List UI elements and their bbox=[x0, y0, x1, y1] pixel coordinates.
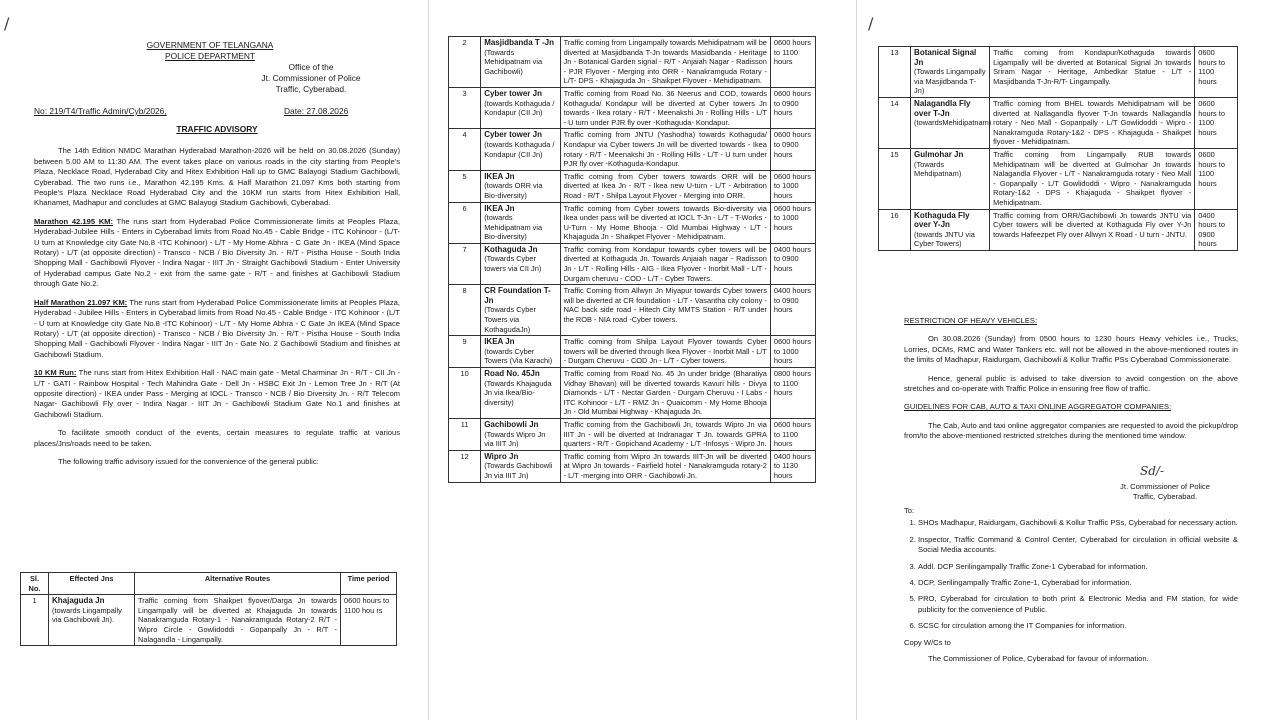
row-time: 0400 hours to 0900 hours bbox=[770, 285, 815, 336]
intro-paragraph: The 14th Edition NMDC Marathan Hyderabad Marathon-2026 will be held on 30.08.2026 (Sunday) between 5.00 AM to 11:30 AM. The event takes place on various roads in the city starting from People's Plaza, Necklace Road, Hyderabad City and Hitex Exhibition Hall up to GMC Balayogi Stadium Gachibowli, Cyberabad. The two runs i.e., Marathon 42.195 Kms. & Half Marathon 21.097 Kms both starting from People's Plaza Necklace Road Hyderabad City and the 10KM run starts from Hitex Exhibition Hall, Khanamet, Madhapur and concludes at GMC Balayogi Stadium Gachibowli, Cyberabad. bbox=[34, 146, 400, 208]
row-route: Traffic coming from Road No. 45 Jn under bridge (Bharatiya Vidhay Bhavan) will be diverted towards Kavuri hills - Divya Diamonds - L/T - Nectar Garden - Durgam Cheruvu - I Labs - ITC Kohinoor - L/T - RMZ Jn - Quaicomm - My Home Bhooja Jn - Old Mumbai Highway - Khajaguda Jn. bbox=[560, 368, 770, 419]
letterhead bbox=[90, 40, 330, 62]
row-time: 0600 hours to 0900 hours bbox=[770, 87, 815, 128]
junction-name: IKEA Jn bbox=[484, 203, 515, 213]
table-row bbox=[879, 209, 1238, 250]
10k-section bbox=[34, 368, 400, 420]
signature-block bbox=[1100, 482, 1230, 502]
row-time: 0600 hours to 1000 hours bbox=[770, 336, 815, 368]
row-time: 0600 hours to 1000 hours bbox=[770, 202, 815, 243]
corner-mark: / bbox=[4, 14, 10, 33]
col-header-jn: Effected Jns bbox=[49, 573, 135, 595]
junction-direction: (Towards Mehidipatnam via Gachibowli) bbox=[484, 47, 543, 76]
advisory-intro: The following traffic advisory issued for the convenience of the general public: bbox=[58, 456, 319, 466]
junction-direction: (towards ORR via Bio-diversity) bbox=[484, 181, 543, 200]
row-time: 0600 hours to 1100 hou rs bbox=[341, 595, 397, 646]
row-route: Traffic coming from Cyber towers towards ORR will be diverted at Ikea Jn - R/T - Ikea new U-turn - L/T - Arbitration Road - R/T - Shilpa Layout Flyover - Merging into ORR. bbox=[560, 170, 770, 202]
row-junction bbox=[481, 37, 560, 88]
copy-to: The Commissioner of Police, Cyberabad for favour of information. bbox=[928, 654, 1149, 664]
col-header-sl: Sl. No. bbox=[21, 573, 49, 595]
row-time: 0400 hours to 0900 hours bbox=[1195, 209, 1238, 250]
row-junction bbox=[481, 87, 560, 128]
row-sl: 5 bbox=[449, 170, 481, 202]
to-list-item: 6. SCSC for circulation among the IT Companies for information. bbox=[918, 621, 1238, 631]
row-time: 0400 hours to 1130 hours bbox=[770, 450, 815, 482]
office-line: Office of the bbox=[288, 62, 334, 72]
junction-direction: (Towards Lingampally via Masjidbanda T-Jn) bbox=[914, 67, 986, 96]
dept-title: POLICE DEPARTMENT bbox=[165, 51, 255, 61]
table-row bbox=[449, 450, 816, 482]
to-list-item: 4. DCP, Serilingampally Traffic Zone-1, Cyberabad for information. bbox=[918, 578, 1238, 588]
advisory-table-page2 bbox=[448, 36, 816, 483]
row-junction bbox=[481, 336, 560, 368]
to-list-item: 3. Addl. DCP Serilingampally Traffic Zone-1 Cyberabad for information. bbox=[918, 562, 1238, 572]
row-sl: 1 bbox=[21, 595, 49, 646]
junction-direction: (Towards Khajaguda Jn via Ikea/Bio-diversity) bbox=[484, 378, 552, 407]
row-sl: 11 bbox=[449, 418, 481, 450]
junction-direction: (Towards Cyber Towers via KothagudaJn) bbox=[484, 305, 536, 334]
advisory-table-page1 bbox=[20, 572, 397, 646]
corner-mark: / bbox=[868, 14, 874, 33]
junction-name: Gachibowli Jn bbox=[484, 419, 539, 429]
table-row bbox=[879, 97, 1238, 148]
junction-direction: (towards Mehidipatnam via Bio-diversity) bbox=[484, 213, 543, 242]
row-junction bbox=[911, 148, 990, 209]
to-list-item: 2. Inspector, Traffic Command & Control Center, Cyberabad for circulation in official website & Social Media accounts. bbox=[918, 535, 1238, 556]
row-junction bbox=[481, 243, 560, 284]
section-text: The runs start from Hyderabad Police Commissionerate limits at Peoples Plaza, Hyderabad-Jubilee Hills - Enters in Cyberabad limits from Road No.45 - Cable Bridge - ITC Kohinoor - (L/T- U turn at Knowledge city Gate No.8 -ITC Kohinoor) - L/T - My Home Abhra - C Gate Jn - IKEA (Mind Space Rotary) - L/T (at opposite direction) - Transco - NCB / Bio Diversity Jn. - R/T - Pistha House - South India Shopping Mall - Gachibowli Flyover - Indira Nagar - IIIT Jn - Straight Gachibowli Stadium - Enter University of Hyderabad campus Gate No.2 - exit from the same gate - R/T - and finishes at Gachibowli Stadium through Gate No.2. bbox=[34, 216, 400, 289]
row-sl: 14 bbox=[879, 97, 911, 148]
signature: Sd/- bbox=[1140, 464, 1164, 478]
row-sl: 8 bbox=[449, 285, 481, 336]
row-junction bbox=[481, 418, 560, 450]
page-divider bbox=[428, 0, 429, 720]
row-time: 0600 hours to 1100 hours bbox=[770, 37, 815, 88]
to-list-item: 1. SHOs Madhapur, Raidurgam, Gachibowli & Kollur Traffic PSs, Cyberabad for necessary action. bbox=[918, 518, 1238, 528]
row-time: 0800 hours to 1100 hours bbox=[770, 368, 815, 419]
junction-name: Khajaguda Jn bbox=[52, 596, 105, 606]
row-junction bbox=[481, 368, 560, 419]
marathon-section bbox=[34, 217, 400, 290]
junction-name: Gulmohar Jn bbox=[914, 149, 964, 159]
section-heading: 10 KM Run: bbox=[34, 368, 77, 378]
junction-name: IKEA Jn bbox=[484, 337, 515, 347]
junction-name: Road No. 45Jn bbox=[484, 369, 540, 378]
row-sl: 16 bbox=[879, 209, 911, 250]
row-junction bbox=[49, 595, 135, 646]
table-row bbox=[449, 418, 816, 450]
row-time: 0600 hours to 1100 hours bbox=[1195, 148, 1238, 209]
row-route: Traffic coming from the Gachibowli Jn, towards Wipro Jn via IIIT Jn - will be diverted at Indranagar T Jn. towards GPRA quarters - R/T - Gopichand Academy - L/T -Infosys - Wipro Jn. bbox=[560, 418, 770, 450]
heavy-vehicles-section bbox=[904, 316, 1238, 442]
junction-direction: (towards Lingampally via Gachibowli Jn). bbox=[52, 605, 122, 625]
row-time: 0600 hours to 1100 hours bbox=[770, 418, 815, 450]
section-text: The runs start from Hitex Exhibition Hall - NAC main gate - Metal Charminar Jn - R/T - CII Jn - L/T - GATI - Rainbow Hospital - Tech Mahindra Gate - Dell Jn - HSBC Exit Jn - Lemon Tree Jn - R/T (At opposite direction) - IKEA under Pass - Merging at IOCL - Transco - NCB / Bio Diversity Jn. - R/T Telecom Nagar- Gachibowli Fly over - Indira Nagar - IIIT Jn - Gachibowli Stadium Gate No.1 and finishes at Gachibowli Stadium. bbox=[34, 368, 400, 419]
row-route: Traffic coming from ORR/Gachibowli Jn towards JNTU via Cyber towers will be diverted at Kothaguda Fly over Y-Jn towards Hafeezpet Fly over Allwyn X Road - U turn - JNTU. bbox=[990, 209, 1195, 250]
row-time: 0600 hours to 0900 hours bbox=[770, 129, 815, 170]
row-route: Traffic coming from Kondapur towards cyber towers will be diverted at Kothaguda Jn. Towards Anjaiah nagar - Radisson Jn - L/T - Rolling Hills - AIG - Ikea Flyover - Inorbit Mall - L/T - Durgam cheruvu - COD - L/T - Cyber Towers. bbox=[560, 243, 770, 284]
to-list-item: 5. PRO, Cyberabad for circulation to both print & Electronic Media and FM station, for wide publicity for the convenience of Public. bbox=[918, 594, 1238, 615]
table-row bbox=[449, 129, 816, 170]
row-route: Traffic coming from Wipro Jn towards IIIT-Jn will be diverted at Wipro Jn towards - Fairfield hotel - Nanakramguda rotary-2 - L/T -merging into ORR - Gachibowli Jn. bbox=[560, 450, 770, 482]
row-route: Traffic coming from Shaikpet flyover/Darga Jn towards Lingampally will be diverted at Khajaguda Jn towards Nanakramguda Rotary-1 - Nanakramguda Rotary-2 R/T - Wipro Circle - Gowlidoddi - Gopanpally Jn - R/T - Nalagandla - Lingampally. bbox=[135, 595, 341, 646]
table-header-row bbox=[21, 573, 397, 595]
table-row bbox=[449, 37, 816, 88]
table-row bbox=[449, 336, 816, 368]
to-list bbox=[904, 518, 1238, 631]
advisory-table-page3 bbox=[878, 46, 1238, 251]
junction-name: Masjidbanda T -Jn bbox=[484, 38, 554, 47]
half-marathon-section bbox=[34, 298, 400, 360]
junction-name: Nalagandla Fly over T-Jn bbox=[914, 98, 971, 118]
junction-direction: (Towards Wipro Jn via IIIT Jn) bbox=[484, 429, 546, 449]
junction-name: Wipro Jn bbox=[484, 451, 519, 461]
row-sl: 15 bbox=[879, 148, 911, 209]
row-route: Traffic coming from JNTU (Yashodha) towards Kothaguda/ Kondapur via Cyber towers Jn will be diverted towards - Ikea rotary - R/T - Meenakshi Jn - Rolling Hills - L/T - U turn under PJR fly over -Kothaguda-Kondapur. bbox=[560, 129, 770, 170]
junction-direction: (towardsMehidipatnam) bbox=[914, 118, 992, 128]
table-row bbox=[21, 595, 397, 646]
junction-name: IKEA Jn bbox=[484, 171, 515, 181]
guidelines-text: The Cab, Auto and taxi online aggregator companies are requested to avoid the pickup/drop from/to the above-mentioned restricted stretches during the mentioned time window. bbox=[904, 420, 1238, 441]
junction-direction: (Towards Mehdipatnam) bbox=[914, 159, 962, 179]
guidelines-heading: GUIDELINES FOR CAB, AUTO & TAXI ONLINE AGGREGATOR COMPANIES: bbox=[904, 402, 1172, 412]
row-time: 0400 hours to 0900 hours bbox=[770, 243, 815, 284]
junction-name: Botanical Signal Jn bbox=[914, 48, 977, 67]
row-time: 0600 hours to 1000 hours bbox=[770, 170, 815, 202]
signature-line: Jt. Commissioner of Police bbox=[1120, 482, 1210, 491]
row-route: Traffic coming from Shilpa Layout Flyover towards Cyber towers will be diverted through Ikea Flyover - Inorbit Mall - L/T - Durgam Cheruvu - COD Jn - L/T - Cyber towers. bbox=[560, 336, 770, 368]
section-heading: Half Marathon 21.097 KM: bbox=[34, 297, 128, 307]
table-row bbox=[449, 243, 816, 284]
row-sl: 13 bbox=[879, 47, 911, 98]
col-header-time: Time period bbox=[341, 573, 397, 595]
heavy-vehicles-heading: RESTRICTION OF HEAVY VEHICLES: bbox=[904, 316, 1038, 325]
table-row bbox=[879, 47, 1238, 98]
table-row bbox=[449, 87, 816, 128]
junction-direction: (towards Cyber Towers (Via Karachi) bbox=[484, 346, 553, 366]
row-sl: 6 bbox=[449, 202, 481, 243]
row-time: 0600 hours to 1100 hours bbox=[1195, 97, 1238, 148]
reference-number: No: 219/T4/Traffic Admin/Cyb/2026, bbox=[34, 106, 167, 116]
reference-line bbox=[34, 106, 394, 116]
junction-name: CR Foundation T-Jn bbox=[484, 286, 551, 305]
advisory-body bbox=[34, 124, 400, 475]
row-junction bbox=[911, 97, 990, 148]
junction-direction: (towards Kothaguda / Kondapur (CII Jn) bbox=[484, 139, 555, 159]
row-route: Traffic Coming from Allwyn Jn Miyapur towards Cyber towers will be diverted at CR foundation - L/T - Vasantha city colony - NAC back side road - Hitech City MMTS Station - R/T under the ROB - NIA road -Cyber towers. bbox=[560, 285, 770, 336]
distribution-section bbox=[904, 506, 1238, 664]
row-sl: 9 bbox=[449, 336, 481, 368]
row-route: Traffic coming from BHEL towards Mehidipatnam will be diverted at Nallagandla flyover T-Jn towards Nallagandla rotary - Neo Mall - Gopanpally - L/T Gowlidoddi - Wipro - Nanakramguda Rotary-1&2 - DPS - Khajaguda - Shaikpet flyover - Mehidipatnam. bbox=[990, 97, 1195, 148]
row-route: Traffic coming from Cyber towers towards Bio-diversity via Ikea under pass will be diverted at IOCL T-Jn - L/T - T-Works - U-Turn - My Home Bhooja - Old Mumbai Highway - L/T - Khajaguda Jn - Shaikpet Flyover - Mehidipatnam. bbox=[560, 202, 770, 243]
office-line: Jt. Commissioner of Police bbox=[261, 73, 361, 83]
row-junction bbox=[481, 170, 560, 202]
row-junction bbox=[481, 285, 560, 336]
junction-direction: (towards JNTU via Cyber Towers) bbox=[914, 229, 975, 249]
row-sl: 4 bbox=[449, 129, 481, 170]
row-route: Traffic coming from Kondapur/Kothaguda towards Ligampally will be diverted at Botanical Signal Jn towards Sriram Nagar - Heritage, Ambedkar Statue - L/T - Masjidbanda T-Jn-R/T- Lingampally. bbox=[990, 47, 1195, 98]
table-row bbox=[879, 148, 1238, 209]
junction-name: Cyber tower Jn bbox=[484, 130, 542, 140]
row-junction bbox=[481, 450, 560, 482]
junction-name: Kothaguda Fly over Y-Jn bbox=[914, 210, 970, 230]
page-divider bbox=[856, 0, 857, 720]
junction-name: Kothaguda Jn bbox=[484, 244, 538, 254]
row-junction bbox=[911, 209, 990, 250]
junction-direction: (towards Kothaguda / Kondapur (CII Jn) bbox=[484, 98, 555, 118]
table-row bbox=[449, 202, 816, 243]
row-sl: 10 bbox=[449, 368, 481, 419]
section-text: The runs start from Hyderabad Police Commissionerate limits at Peoples Plaza, Hyderabad - Jubilee Hills - Enters in Cyberabad limits from Road No.45 - Cable Bridge - ITC Kohinoor - (L/T - U turn at Knowledge city Gate No.8 -ITC Kohinoor) - L/T - My Home Abhra - C Gate Jn IKEA (Mind Space Rotary) - L/T (at opposite direction) - Transco - NCB / Bio Diversity Jn. - R/T - Pistha House - South India Shopping Mall - Gachibowli Flyover - Indira Nagar - IIIT Jn - Gate No. 2 Gachibowli Stadium and finishes at Gachibowli Stadium. bbox=[34, 297, 400, 359]
facilitate-paragraph: To facilitate smooth conduct of the events, certain measures to regulate traffic at various places/Jns/roads need to be taken. bbox=[34, 428, 400, 448]
section-heading: Marathon 42.195 KM: bbox=[34, 216, 114, 226]
table-row bbox=[449, 285, 816, 336]
row-junction bbox=[481, 202, 560, 243]
to-label: To: bbox=[904, 506, 915, 515]
office-line: Traffic, Cyberabad. bbox=[275, 84, 347, 94]
signature-line: Traffic, Cyberabad. bbox=[1132, 492, 1198, 501]
document-date: Date: 27.08.2026 bbox=[284, 106, 349, 116]
row-route: Traffic coming from Lingampally RUB towards Mehidipatnam will be diverted at Gulmohar Jn towards Nalagandla Flyover - L/T - Nanakramguda rotary - Neo Mall - Gopanpally - L/T Gowlidoddi - Wipro - Nanakramguda Rotary-1&2 - DPS - Khajaguda - Shaikpet flyover - Mehidipatnam. bbox=[990, 148, 1195, 209]
govt-title: GOVERNMENT OF TELANGANA bbox=[146, 40, 274, 50]
col-header-route: Alternative Routes bbox=[135, 573, 341, 595]
row-sl: 12 bbox=[449, 450, 481, 482]
row-time: 0600 hours to 1100 hours bbox=[1195, 47, 1238, 98]
row-route: Traffic coming from Lingampally towards Mehidipatnam will be diverted at Masjidbanda T-Jn towards Masidbanda - Heritage Jn - Botanical Garden signal - R/T - Anjaiah Nagar - Radisson - PJR Flyover - Merging into ORR - Nanakramguda Rotary - L/T- DPS - Khajaguda Jn - Shaikpet Flyover - Mehidipatnam. bbox=[560, 37, 770, 88]
row-route: Traffic coming from Road No. 36 Neerus and COD, towards Kothaguda/ Kondapur will be diverted at Cyber towers Jn towards - Ikea rotary - R/T - Meenakshi Jn - Rolling Hills - L/T - U turn under PJR fly over -Kothaguda- Kondapur. bbox=[560, 87, 770, 128]
copy-label: Copy W/Cs to bbox=[904, 637, 951, 647]
row-sl: 7 bbox=[449, 243, 481, 284]
table-row bbox=[449, 368, 816, 419]
row-sl: 2 bbox=[449, 37, 481, 88]
heavy-vehicles-text: On 30.08.2026 (Sunday) from 0500 hours to 1230 hours Heavy vehicles i.e., Trucks, Lorries, DCMs, RMC and Water Tankers etc. will not be allowed in the above-mentioned routes in the limits of Madhapur, Raidurgam, Gachibowli & Kollur Traffic PSs Cyberabad Commissionerate. bbox=[904, 334, 1238, 365]
row-junction bbox=[911, 47, 990, 98]
junction-direction: (Towards Cyber towers via CII Jn) bbox=[484, 254, 542, 274]
row-sl: 3 bbox=[449, 87, 481, 128]
table-row bbox=[449, 170, 816, 202]
junction-direction: (Towards Gachibowli Jn via IIIT Jn) bbox=[484, 461, 553, 480]
office-block bbox=[236, 62, 386, 95]
junction-name: Cyber tower Jn bbox=[484, 88, 542, 98]
document-title: TRAFFIC ADVISORY bbox=[176, 124, 258, 134]
heavy-vehicles-advice: Hence, general public is advised to take diversion to avoid congestion on the above stretches and co-operate with Traffic Police in ensuring free flow of traffic. bbox=[904, 373, 1238, 394]
row-junction bbox=[481, 129, 560, 170]
